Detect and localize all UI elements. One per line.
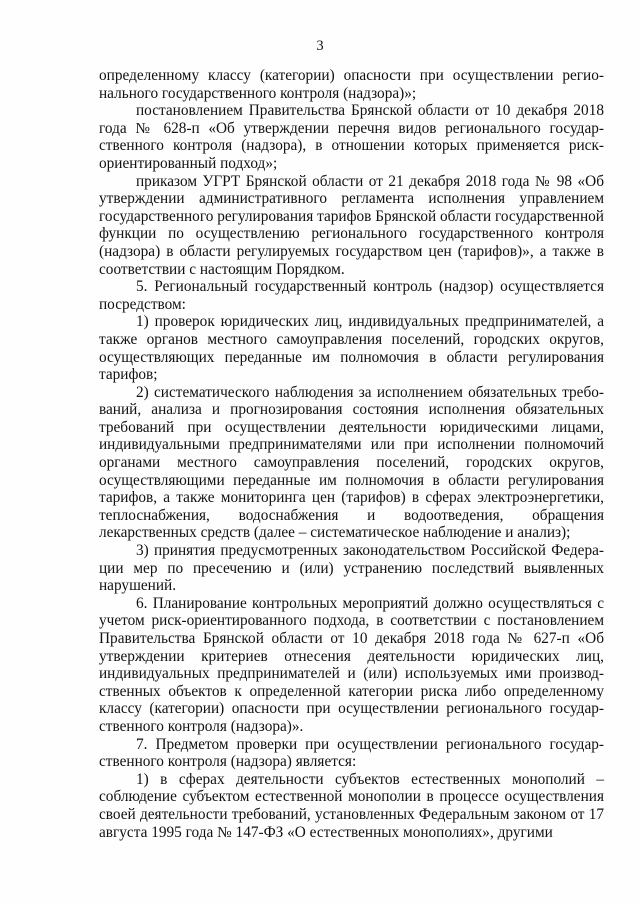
page-number: 3 bbox=[316, 38, 324, 54]
paragraph-continuation: определенному классу (категории) опасности при осуществлении регионального государственного контроля (надзора)»; bbox=[99, 67, 604, 102]
paragraph-resolution-628: постановлением Правительства Брянской области от 10 декабря 2018 года № 628-п «Об утверждении перечня видов регионального государственного контроля (надзора), в отношении которых применяется риск-ориентированный подход»; bbox=[99, 102, 604, 172]
document-body bbox=[99, 67, 604, 841]
paragraph-item-7: 7. Предметом проверки при осуществлении регионального государственного контроля (надзора) является: bbox=[99, 735, 604, 771]
paragraph-item-5-1: 1) проверок юридических лиц, индивидуальных предпринимателей, а также органов местного самоуправления поселений, городских округов, осуществляющих переданные им полномочия в области регулирования тарифов; bbox=[99, 313, 604, 384]
paragraph-order-98: приказом УГРТ Брянской области от 21 декабря 2018 года № 98 «Об утверждении административного регламента исполнения управлением государственного регулирования тарифов Брянской области государственной функции по осуществлению регионального государственного контроля (надзора) в области регулируемых государством цен (тарифов)», а также в соответствии с настоящим Порядком. bbox=[99, 172, 604, 278]
paragraph-item-5-3: 3) принятия предусмотренных законодательством Российской Федерации мер по пресечению и (или) устранению последствий выявленных нарушений. bbox=[99, 542, 604, 595]
paragraph-item-7-1: 1) в сферах деятельности субъектов естественных монополий – соблюдение субъектом естественной монополии в процессе осуществления своей деятельности требований, установленных Федеральным законом от 17 августа 1995 года № 147-ФЗ «О естественных монополиях», другими bbox=[99, 770, 604, 841]
paragraph-item-5-2: 2) систематического наблюдения за исполнением обязательных требований, анализа и прогнозирования состояния исполнения обязательных требований при осуществлении деятельности юридическими лицами, индивидуальными предпринимателями или при исполнении полномочий органами местного самоуправления поселений, городских округов, осуществляющими переданные им полномочия в области регулирования тарифов, а также мониторинга цен (тарифов) в сферах электроэнергетики, теплоснабжения, водоснабжения и водоотведения, обращения лекарственных средств (далее – систематическое наблюдение и анализ); bbox=[99, 383, 604, 542]
paragraph-item-5: 5. Региональный государственный контроль (надзор) осуществляется посредством: bbox=[99, 278, 604, 313]
paragraph-item-6: 6. Планирование контрольных мероприятий должно осуществляться с учетом риск-ориентированного подхода, в соответствии с постановлением Правительства Брянской области от 10 декабря 2018 года № 627-п «Об утверждении критериев отнесения деятельности юридических лиц, индивидуальных предпринимателей и (или) используемых ими производственных объектов к определенной категории риска либо определенному классу (категории) опасности при осуществлении регионального государственного контроля (надзора)». bbox=[99, 594, 604, 735]
